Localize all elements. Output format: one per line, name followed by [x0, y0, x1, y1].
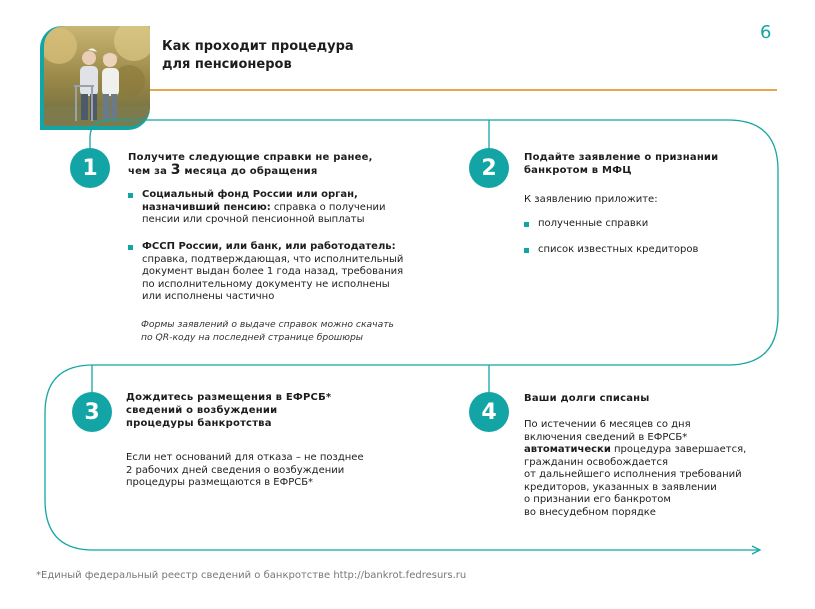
step-4-line1: По истечении 6 месяцев со дня — [524, 419, 691, 430]
bullet-1-text-cont: пенсии или срочной пенсионной выплаты — [142, 214, 365, 225]
step-4-line3 — [524, 444, 774, 457]
step-3-title-line3: процедуры банкротства — [126, 418, 272, 429]
step-2-bullet-2 — [524, 244, 764, 257]
bullet-1-org-cont: назначивший пенсию: — [142, 201, 271, 213]
bullet-2-line3: по исполнительному документу не исполнены — [142, 278, 390, 290]
step-2-title-line1: Подайте заявление о признании — [524, 152, 719, 163]
step-4-badge: 4 — [469, 392, 509, 432]
step-4-line3-bold: автоматически — [524, 444, 611, 455]
step-2-title-line2: банкротом в МФЦ — [524, 165, 632, 176]
step-3-text-line3: процедуры размещаются в ЕФРСБ* — [126, 477, 314, 488]
bullet-1-text: справка о получении — [270, 201, 386, 213]
step-2-intro: К заявлению приложите: — [524, 194, 658, 205]
step-1-title-line2 — [128, 164, 428, 178]
footnote: *Единый федеральный реестр сведений о банкротстве http://bankrot.fedresurs.ru — [36, 570, 467, 581]
step-4-line4: гражданин освобождается — [524, 456, 668, 468]
step-4-line8: во внесудебном порядке — [524, 506, 656, 518]
step-4-line2: включения сведений в ЕФРСБ* — [524, 431, 688, 443]
note-line2: по QR-коду на последней странице брошюры — [141, 332, 364, 343]
step-4-title: Ваши долги списаны — [524, 393, 650, 404]
step-1-title-pre: чем за — [128, 166, 171, 177]
step-3-text-line2: 2 рабочих дней сведения о возбуждении — [126, 464, 345, 476]
step-1-title-number: 3 — [170, 162, 181, 178]
step-2-bullet-1-text: полученные справки — [538, 218, 649, 229]
bullet-2-line4: или исполнены частично — [142, 291, 275, 302]
note-line1: Формы заявлений о выдаче справок можно скачать — [141, 319, 394, 330]
step-2-bullet-1 — [524, 218, 764, 231]
page-number: 6 — [760, 22, 772, 43]
step-2-bullet-2-text: список известных кредиторов — [538, 244, 699, 255]
step-4-line6: кредиторов, указанных в заявлении — [524, 481, 717, 493]
step-3-badge: 3 — [72, 392, 112, 432]
bullet-1-org: Социальный фонд России или орган, — [142, 189, 358, 200]
step-1-title — [128, 151, 428, 178]
step-4-line5: от дальнейшего исполнения требований — [524, 469, 742, 480]
step-3-title-line2: сведений о возбуждении — [126, 405, 278, 416]
step-2-badge: 2 — [469, 148, 509, 188]
step-3-text-line1: Если нет оснований для отказа – не позднее — [126, 452, 364, 463]
step-1-badge: 1 — [70, 148, 110, 188]
step-1-bullet-2 — [128, 241, 438, 304]
step-3-title-line1: Дождитесь размещения в ЕФРСБ* — [126, 392, 332, 403]
step-1-title-line1: Получите следующие справки не ранее, — [128, 152, 373, 163]
step-3-title — [126, 391, 416, 430]
page-title-line2: для пенсионеров — [162, 57, 292, 72]
step-4-line3-rest: процедура завершается, — [610, 444, 747, 455]
bullet-2-line2: документ выдан более 1 года назад, требования — [142, 266, 404, 277]
step-4-line7: о признании его банкротом — [524, 494, 671, 505]
bullet-2-org: ФССП России, или банк, или работодатель: — [142, 241, 396, 252]
page-title-line1: Как проходит процедура — [162, 39, 354, 54]
step-1-note — [141, 318, 451, 344]
step-1-title-post: месяца до обращения — [180, 166, 318, 177]
step-4-text — [524, 419, 774, 519]
step-2-title — [524, 151, 764, 177]
step-1-bullet-1 — [128, 189, 428, 227]
step-3-text — [126, 452, 426, 490]
bullet-2-line1: справка, подтверждающая, что исполнительный — [142, 253, 404, 265]
